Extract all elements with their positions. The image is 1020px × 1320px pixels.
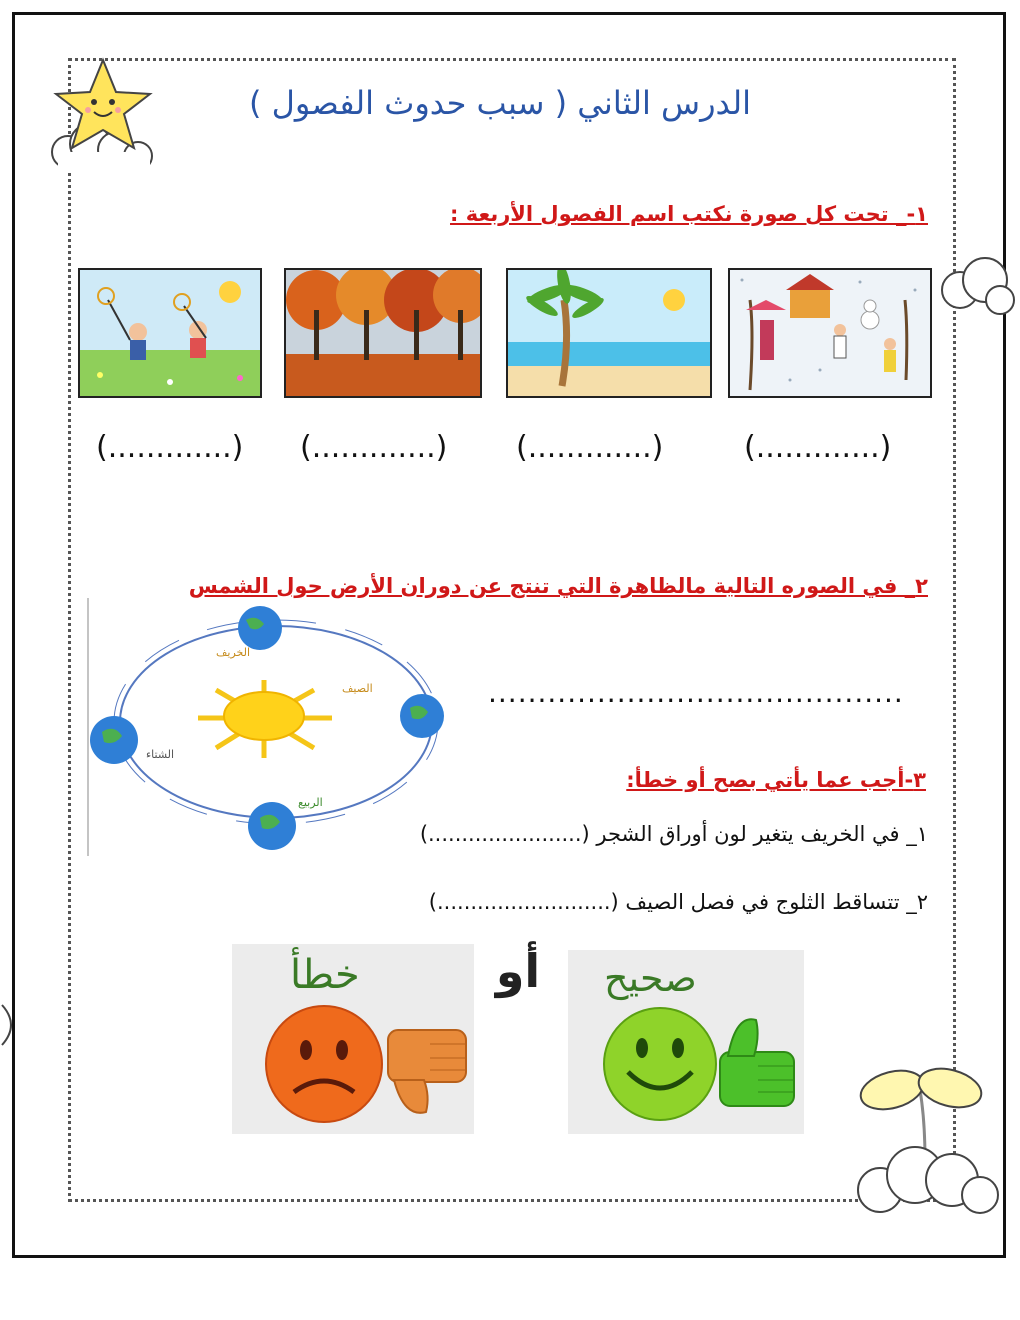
page-title: الدرس الثاني ( سبب حدوث الفصول ) <box>249 84 751 122</box>
label-winter: الشتاء <box>146 748 175 761</box>
correct-label: صحيح <box>604 956 697 1000</box>
statement-1: ١_ في الخريف يتغير لون أوراق الشجر (.......................) <box>419 822 928 846</box>
winter-picture <box>728 268 932 398</box>
sad-face-thumbs-down-icon <box>254 1000 474 1128</box>
label-spring: الربيع <box>298 796 323 809</box>
summer-picture <box>506 268 712 398</box>
wrong-label: خطأ <box>290 952 360 998</box>
happy-face-thumbs-up-icon <box>590 1000 800 1130</box>
earth-orbit-diagram <box>86 598 466 858</box>
or-label: أو <box>495 944 541 998</box>
answer-card <box>232 944 808 1134</box>
answer-blank-2[interactable]: (.............) <box>300 430 448 465</box>
autumn-picture <box>284 268 482 398</box>
spring-picture <box>78 268 262 398</box>
label-summer: الصيف <box>342 682 373 695</box>
star-cloud-decoration <box>28 52 178 182</box>
answer-blank-4[interactable]: (.............) <box>744 430 892 465</box>
answer-line[interactable]: .......................................... <box>488 676 904 709</box>
wrong-panel <box>232 944 474 1134</box>
question-3-heading: ٣-أجب عما يأتي بصح أو خطأ: <box>626 768 926 792</box>
statement-2: ٢_ تتساقط الثلوج في فصل الصيف (..........................) <box>428 890 928 914</box>
cloud-decoration-right <box>930 250 1020 330</box>
question-1-heading: ١-_ تحت كل صورة نكتب اسم الفصول الأربعة : <box>450 202 928 226</box>
question-2-heading: ٢_ في الصوره التالية مالظاهرة التي تنتج عن دوران الأرض حول الشمس <box>188 574 928 598</box>
correct-panel <box>568 950 804 1134</box>
sprout-cloud-decoration <box>840 1030 1010 1230</box>
answer-blank-3[interactable]: (.............) <box>516 430 664 465</box>
label-autumn: الخريف <box>216 646 251 659</box>
cloud-decoration-left <box>0 1000 20 1050</box>
answer-blank-1[interactable]: (.............) <box>96 430 244 465</box>
